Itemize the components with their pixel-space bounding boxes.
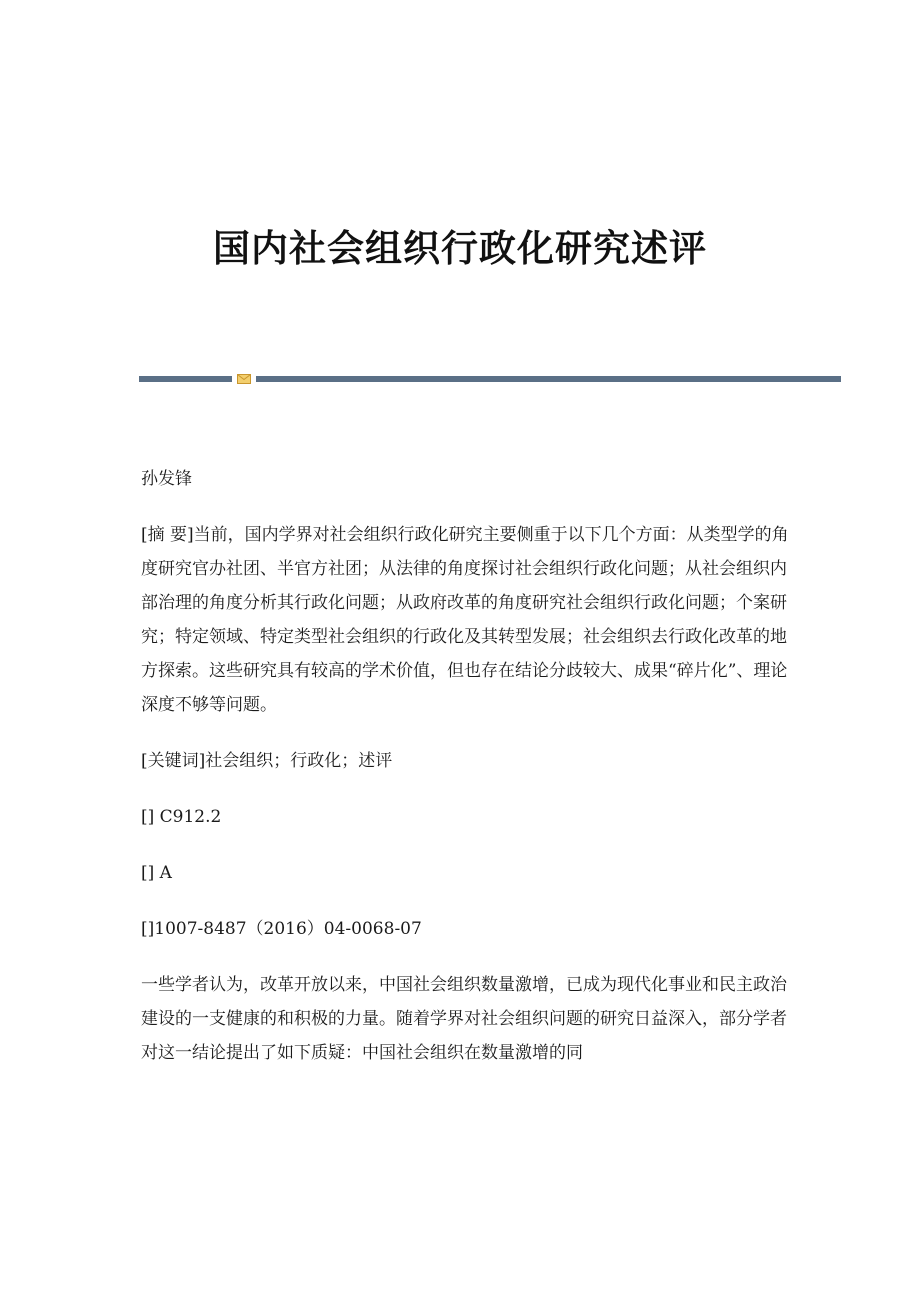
envelope-icon	[237, 374, 251, 384]
divider-bar-left	[139, 376, 232, 382]
document-body	[141, 462, 791, 1092]
classification-line: [] C912.2	[141, 807, 222, 827]
body-paragraph: 一些学者认为，改革开放以来，中国社会组织数量激增，已成为现代化事业和民主政治建设的一支健康的和积极的力量。随着学界对社会组织问题的研究日益深入，部分学者对这一结论提出了如下质疑：中国社会组织在数量激增的同	[141, 975, 787, 1063]
document-title: 国内社会组织行政化研究述评	[213, 226, 707, 270]
article-id-line: []1007-8487（2016）04-0068-07	[141, 919, 422, 939]
title-divider	[139, 375, 841, 383]
keywords-line: [关键词]社会组织；行政化；述评	[141, 751, 393, 771]
document-code-line: [] A	[141, 863, 172, 883]
divider-bar-right	[256, 376, 841, 382]
author-name: 孙发锋	[141, 469, 192, 489]
abstract-paragraph: [摘 要]当前，国内学界对社会组织行政化研究主要侧重于以下几个方面：从类型学的角度研究官办社团、半官方社团；从法律的角度探讨社会组织行政化问题；从社会组织内部治理的角度分析其行政化问题；从政府改革的角度研究社会组织行政化问题；个案研究；特定领域、特定类型社会组织的行政化及其转型发展；社会组织去行政化改革的地方探索。这些研究具有较高的学术价值，但也存在结论分歧较大、成果“碎片化”、理论深度不够等问题。	[141, 525, 789, 715]
